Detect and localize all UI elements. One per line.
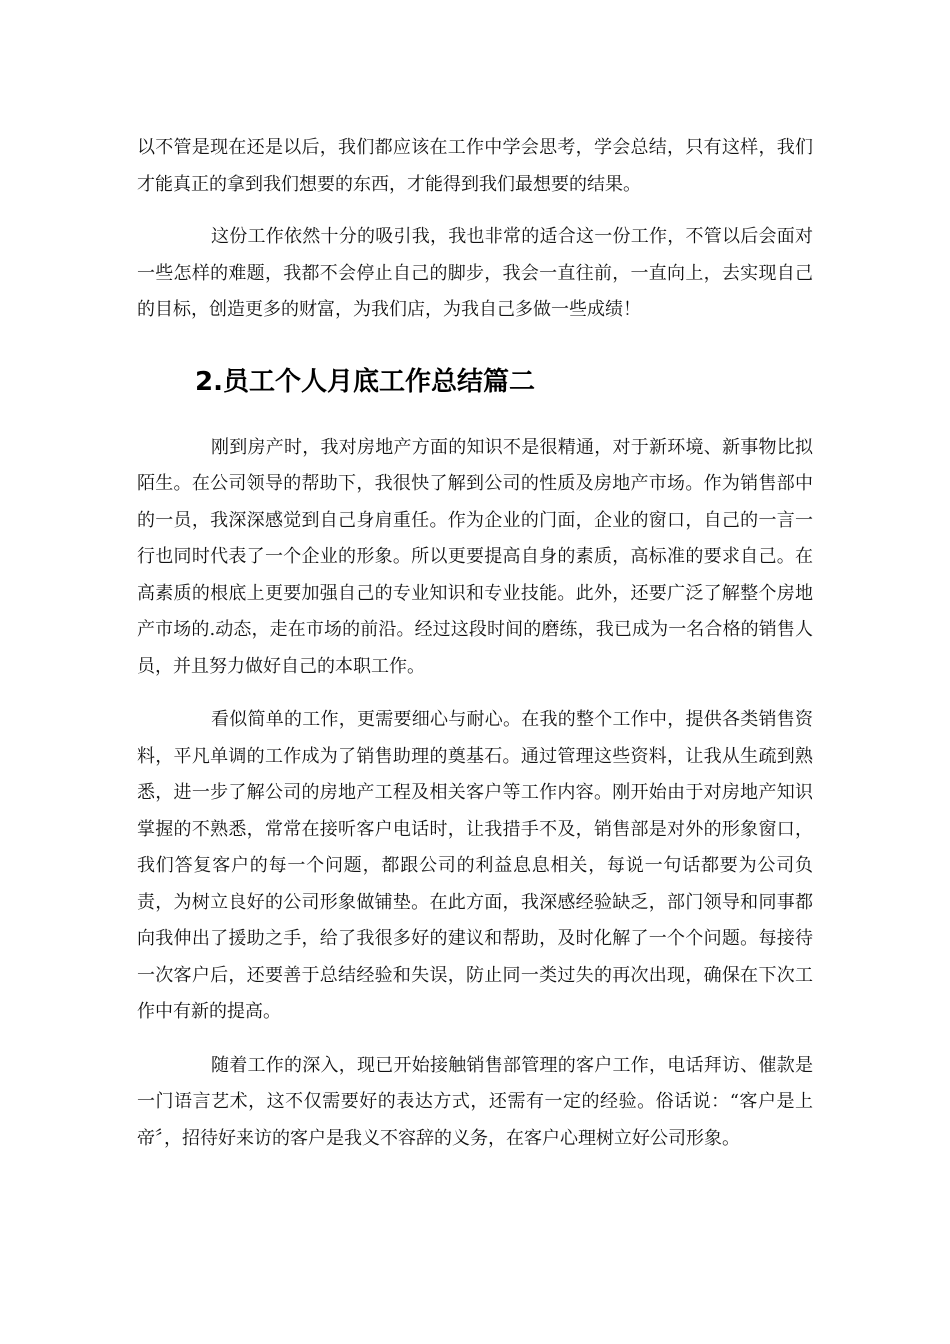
heading-spacer-top (137, 329, 813, 362)
paragraph-1: 刚到房产时，我对房地产方面的知识不是很精通，对于新环境、新事物比拟陌生。在公司领导的帮助下，我很快了解到公司的性质及房地产市场。作为销售部中的一员，我深深感觉到自己身肩重任。作为企业的门面，企业的窗口，自己的一言一行也同时代表了一个企业的形象。所以更要提高自身的素质，高标准的要求自己。在高素质的根底上更要加强自己的专业知识和专业技能。此外，还要广泛了解整个房地产市场的.动态，走在市场的前沿。经过这段时间的磨练，我已成为一名合格的销售人员，并且努力做好自己的本职工作。 (137, 436, 813, 677)
paragraph-continuation: 以不管是现在还是以后，我们都应该在工作中学会思考，学会总结，只有这样，我们才能真正的拿到我们想要的东西，才能得到我们最想要的结果。 (137, 137, 813, 195)
paragraph-3: 随着工作的深入，现已开始接触销售部管理的客户工作，电话拜访、催款是一门语言艺术，这不仅需要好的表达方式，还需有一定的经验。俗话说：“客户是上帝〞，招待好来访的客户是我义不容辞的义务，在客户心理树立好公司形象。 (137, 1054, 813, 1149)
heading-spacer-bottom (137, 402, 813, 430)
paragraph-spacer (137, 685, 813, 702)
document-body (137, 130, 813, 1157)
section-heading: 2.员工个人月底工作总结篇二 (195, 366, 535, 397)
paragraph-2: 看似简单的工作，更需要细心与耐心。在我的整个工作中，提供各类销售资料，平凡单调的工作成为了销售助理的奠基石。通过管理这些资料，让我从生疏到熟悉，进一步了解公司的房地产工程及相关客户等工作内容。刚开始由于对房地产知识掌握的不熟悉，常常在接听客户电话时，让我措手不及，销售部是对外的形象窗口，我们答复客户的每一个问题，都跟公司的利益息息相关，每说一句话都要为公司负责，为树立良好的公司形象做铺垫。在此方面，我深感经验缺乏，部门领导和同事都向我伸出了援助之手，给了我很多好的建议和帮助，及时化解了一个个问题。每接待一次客户后，还要善于总结经验和失误，防止同一类过失的再次出现，确保在下次工作中有新的提高。 (137, 709, 813, 1022)
paragraph-closing: 这份工作依然十分的吸引我，我也非常的适合这一份工作，不管以后会面对一些怎样的难题，我都不会停止自己的脚步，我会一直往前，一直向上，去实现自己的目标，创造更多的财富，为我们店，为我自己多做一些成绩！ (137, 226, 813, 320)
paragraph-spacer (137, 1031, 813, 1048)
paragraph-spacer (137, 203, 813, 219)
